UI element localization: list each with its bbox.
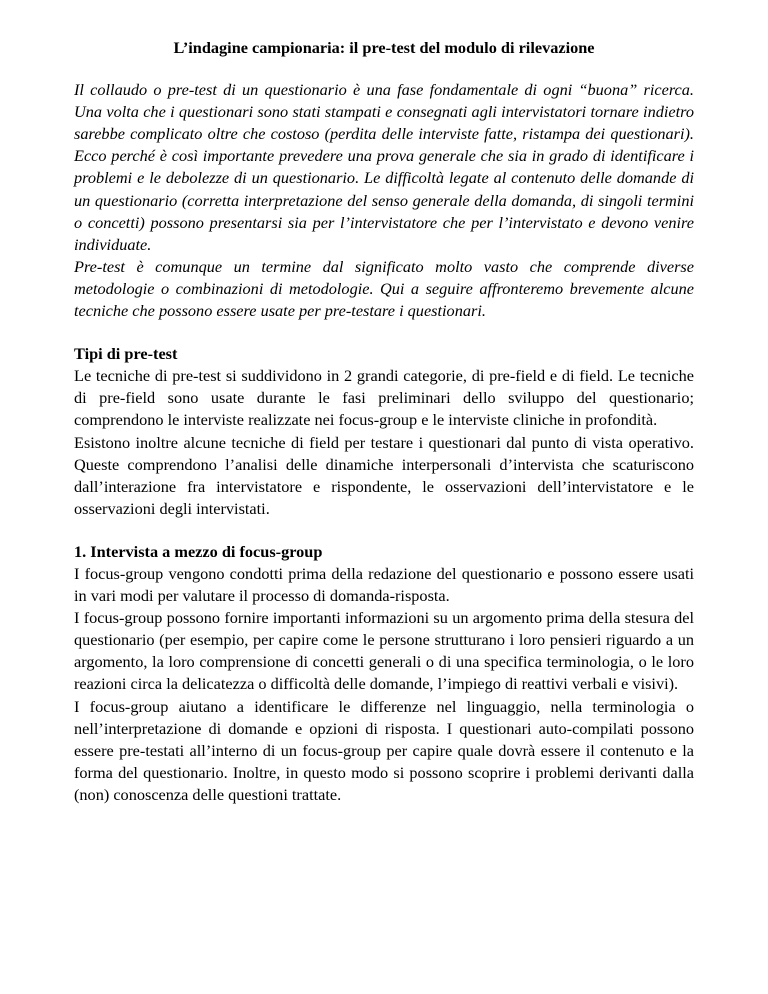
section-paragraph: I focus-group aiutano a identificare le differenze nel linguaggio, nella terminologia o nell’interpretazione di domande e opzioni di risposta. I questionari auto-compilati possono essere pre-testati all’interno di un focus-group per capire quale dovrà essere il contenuto e la forma del questionario. Inoltre, in questo modo si possono scoprire i problemi derivanti dalla (non) conoscenza delle questioni trattate. bbox=[74, 696, 694, 804]
intro-paragraph: Il collaudo o pre-test di un questionario è una fase fondamentale di ogni “buona” ricerca. Una volta che i questionari sono stati stampati e consegnati agli intervistatori tornare indietro sarebbe complicato oltre che costoso (perdita delle interviste fatte, ristampa dei questionari). Ecco perché è così importante prevedere una prova generale che sia in grado di identificare i problemi e le debolezze di un questionario. Le difficoltà legate al contenuto delle domande di un questionario (corretta interpretazione del senso generale della domanda, di singoli termini o concetti) possono presentarsi sia per l’intervistatore che per l’intervistato e devono venire individuate. bbox=[74, 80, 694, 254]
intro-paragraph: Pre-test è comunque un termine dal significato molto vasto che comprende diverse metodologie o combinazioni di metodologie. Qui a seguire affronteremo brevemente alcune tecniche che possono essere usate per pre-testare i questionari. bbox=[74, 256, 694, 321]
section-paragraph: Esistono inoltre alcune tecniche di field per testare i questionari dal punto di vista operativo. Queste comprendono l’analisi delle dinamiche interpersonali d’intervista che scaturiscono dall’interazione fra intervistatore e rispondente, le osservazioni dell’intervistatore e le osservazioni degli intervistati. bbox=[74, 432, 694, 518]
section-paragraph: Le tecniche di pre-test si suddividono in 2 grandi categorie, di pre-field e di field. Le tecniche di pre-field sono usate durante le fasi preliminari dello sviluppo del questionario; comprendono le interviste realizzate nei focus-group e le interviste cliniche in profondità. bbox=[74, 366, 694, 430]
document-title: L’indagine campionaria: il pre-test del modulo di rilevazione bbox=[173, 38, 595, 57]
section-heading: Tipi di pre-test bbox=[74, 344, 178, 364]
section-paragraph: I focus-group possono fornire importanti informazioni su un argomento prima della stesura del questionario (per esempio, per capire come le persone strutturano i loro pensieri riguardo a un argomento, la loro comprensione di concetti generali o di una specifica terminologia, o le loro reazioni circa la delicatezza o difficoltà delle domande, l’impiego di reattivi verbali e visivi). bbox=[74, 608, 694, 694]
section-focus-group bbox=[74, 541, 694, 806]
section-heading: 1. Intervista a mezzo di focus-group bbox=[74, 541, 323, 561]
section-paragraph: I focus-group vengono condotti prima della redazione del questionario e possono essere usati in vari modi per valutare il processo di domanda-risposta. bbox=[74, 563, 694, 606]
section-tipi-di-pre-test bbox=[74, 343, 694, 520]
intro-block bbox=[74, 79, 694, 322]
